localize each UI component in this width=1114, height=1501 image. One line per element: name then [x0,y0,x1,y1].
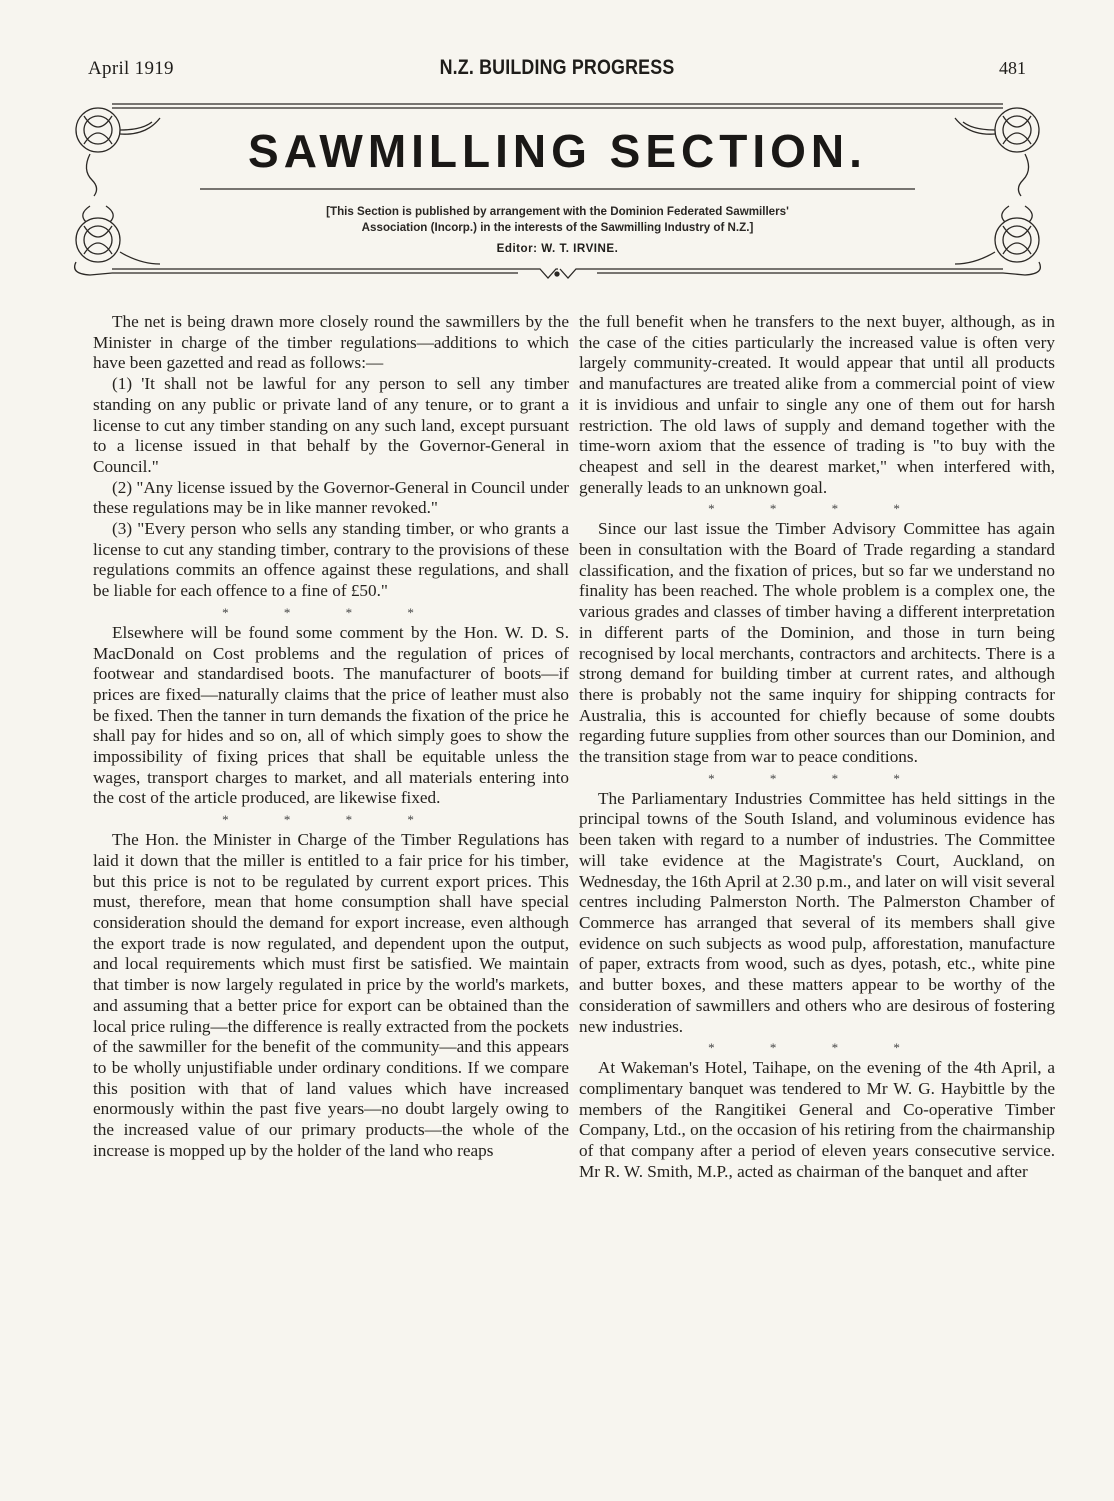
paragraph: (3) "Every person who sells any standing timber, or who grants a license to cut any standing timber, contrary to the provisions of these regulations commits an offence against these regulations, and shall be liable for each offence to a fine of £50." [93,519,569,601]
issue-date: April 1919 [88,58,174,79]
section-separator: * * * * [222,604,440,620]
section-title: SAWMILLING SECTION. [248,125,867,177]
section-separator: * * * * [708,501,926,517]
paragraph: At Wakeman's Hotel, Taihape, on the evening of the 4th April, a complimentary banquet was tendered to Mr W. G. Haybittle by the members of the Rangitikei General and Co-operative Timber Company, Ltd., on the occasion of his retiring from the chairmanship of that company after a period of eleven years consecutive service. Mr R. W. Smith, M.P., acted as chairman of the banquet and after [579,1058,1055,1181]
section-separator: * * * * [708,770,926,786]
page-number: 481 [999,58,1026,78]
section-editor: Editor: W. T. IRVINE. [496,242,619,255]
paragraph: The net is being drawn more closely round the sawmillers by the Minister in charge of the timber regulations—additions to which have been gazetted and read as follows:— [93,312,569,373]
paragraph: The Hon. the Minister in Charge of the Timber Regulations has laid it down that the miller is entitled to a fair price for his timber, but this price is not to be regulated by current export prices. This must, therefore, mean that home consumption shall have special consideration should the demand for export increase, even although the export trade is now regulated, and dependent upon the output, and local requirements which must first be satisfied. We maintain that timber is now largely regulated in price by the world's markets, and assuming that a better price for export can be obtained than the local price ruling—the difference is really extracted from the pockets of the sawmiller for the benefit of the community—and this appears to be wholly unjustifiable under ordinary conditions. If we compare this position with that of land values which have increased enormously within the past five years—no doubt largely owing to the increased value of our primary products—the whole of the increase is mopped up by the holder of the land who reaps [93,830,569,1160]
left-column [93,312,569,1161]
paragraph: (2) "Any license issued by the Governor-General in Council under these regulations may be in like manner revoked." [93,477,569,518]
publication-title: N.Z. BUILDING PROGRESS [439,56,675,79]
right-column [579,312,1055,1182]
section-note-line: [This Section is published by arrangement with the Dominion Federated Sawmillers' [326,205,789,218]
section-separator: * * * * [222,812,440,828]
paragraph: Elsewhere will be found some comment by the Hon. W. D. S. MacDonald on Cost problems and the regulation of prices of footwear and standardised boots. The manufacturer of boots—if prices are fixed—naturally claims that the price of leather must also be fixed. Then the tanner in turn demands the fixation of the price he shall pay for hides and so on, all of which simply goes to show the impossibility of fixing prices that shall be equitable unless the wages, transport charges to market, and all materials entering into the cost of the article produced, are likewise fixed. [93,622,569,808]
section-banner [60,92,1055,292]
section-note [210,204,905,236]
paragraph: Since our last issue the Timber Advisory Committee has again been in consultation with the Board of Trade regarding a standard classification, and the fixation of prices, but so far we understand no finality has been reached. The whole problem is a complex one, the various grades and classes of timber having a different interpretation in different parts of the Dominion, and those in turn being recognised by local merchants, contractors and architects. There is a strong demand for building timber at current rates, and although there is probably not the same inquiry for shipping contracts for Australia, this is accounted for chiefly because of some doubts regarding future supplies from other sources than our Dominion, and the transition stage from war to peace conditions. [579,519,1055,767]
ornamental-border-icon [60,92,1055,292]
running-head [88,56,1026,82]
paragraph: The Parliamentary Industries Committee has held sittings in the principal towns of the South Island, and voluminous evidence has been taken with regard to a number of industries. The Committee will take evidence at the Magistrate's Court, Auckland, on Wednesday, the 16th April at 2.30 p.m., and later on will visit several centres including Palmerston North. The Palmerston Chamber of Commerce has arranged that several of its members shall give evidence on such subjects as wood pulp, afforestation, manufacture of paper, extracts from wood, such as dyes, potash, etc., white pine and butter boxes, and these matters appear to be worthy of the consideration of sawmillers and others who are desirous of fostering new industries. [579,788,1055,1036]
section-note-line: Association (Incorp.) in the interests of the Sawmilling Industry of N.Z.] [361,221,754,234]
paragraph: the full benefit when he transfers to the next buyer, although, as in the case of the cities particularly the increased value is often very largely community-created. It would appear that until all products and manufactures are treated alike from a commercial point of view it is invidious and unfair to single any one of them out for harsh restriction. The old laws of supply and demand together with the time-worn axiom that the essence of trading is "to buy with the cheapest and sell in the dearest market," when interfered with, generally leads to an unknown goal. [579,312,1055,497]
paragraph: (1) 'It shall not be lawful for any person to sell any timber standing on any public or private land of any tenure, or to grant a license to cut any timber standing on any such land, except pursuant to a license issued in that behalf by the Governor-General in Council." [93,374,569,476]
section-separator: * * * * [708,1040,926,1056]
